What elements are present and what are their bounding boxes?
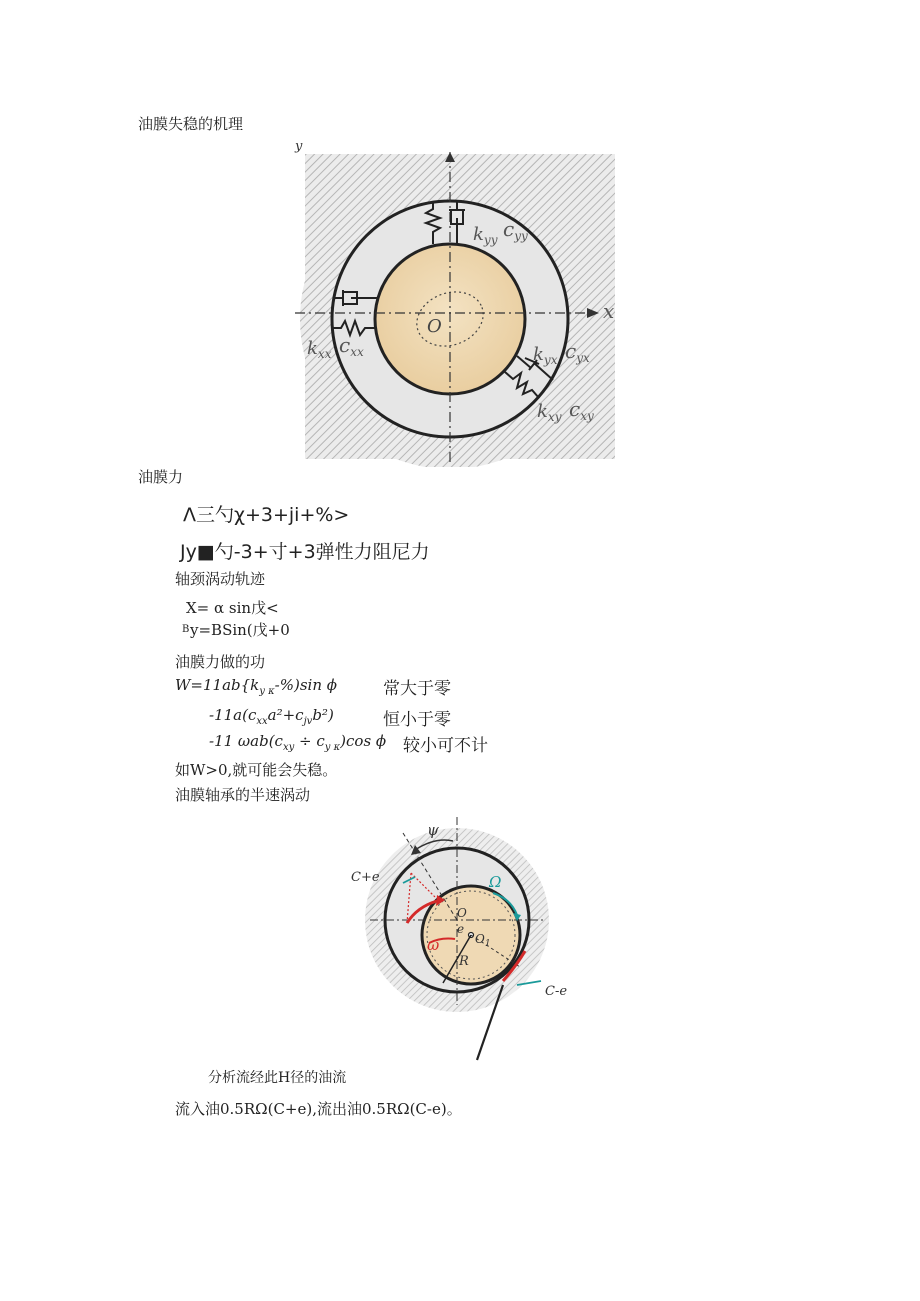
svg-text:cyx: $c_{yx}$	[565, 339, 590, 365]
conclusion: 如W>0,就可能会失稳。	[175, 761, 338, 779]
fig1-x-label: x	[603, 299, 615, 323]
equation-x: X= α sin戊<	[186, 599, 279, 617]
flow-text: 流入油0.5RΩ(C+e),流出油0.5RΩ(C-e)。	[175, 1100, 462, 1118]
svg-text:cxx: $c_{xx}$	[339, 333, 364, 359]
work-note-2: 恒小于零	[383, 710, 451, 730]
o-label: O	[457, 906, 467, 920]
half-speed-whirl-figure	[345, 815, 585, 1065]
fig1-y-label: y	[295, 139, 303, 154]
svg-text:O1: $O_1$	[475, 932, 491, 949]
work-note-3: 较小可不计	[403, 736, 488, 756]
svg-text:kxy: $k_{xy}$	[537, 401, 562, 424]
omega-label: ω	[427, 936, 440, 954]
c-minus-e-label: C-e	[545, 984, 568, 999]
equation-fx: Λ三勺χ+3+ji+%>	[183, 504, 350, 526]
svg-text:kxx: $k_{xx}$	[307, 338, 332, 361]
equation-y-prefix: B	[182, 624, 190, 635]
work-note-1: 常大于零	[383, 679, 451, 699]
caption-analysis: 分析流经此H径的油流	[208, 1070, 347, 1086]
heading-instability: 油膜失稳的机理	[138, 115, 244, 133]
work-line-2: $-11a(c_{xx}a^2+c_{jv}b^2)$	[209, 706, 334, 727]
work-line-3: -11 $\omega ab(c_{xy} \div c_{y \kappa})\cos$ ϕ	[209, 732, 387, 753]
label-orbit: 轴颈涡动轨迹	[175, 570, 266, 588]
c-plus-e-label: C+e	[351, 870, 380, 885]
psi-label: ψ	[427, 821, 439, 839]
svg-text:cxy: $c_{xy}$	[569, 397, 594, 423]
r-label: R	[459, 954, 469, 969]
equation-fy: Jy■勺-3+寸+3弹性力阻尼力	[180, 541, 430, 563]
heading-halfspeed: 油膜轴承的半速涡动	[175, 786, 311, 804]
e-label: e	[457, 922, 465, 936]
label-work: 油膜力做的功	[175, 653, 266, 671]
omega-cap-label: Ω	[489, 873, 502, 891]
work-line-1: $W=11ab\{k_{y \kappa}-\%)\sin$ ϕ	[175, 676, 337, 697]
equation-y: y=BSin(戊+0	[190, 621, 290, 639]
svg-text:kyx: $k_{yx}$	[533, 344, 558, 367]
fig1-center-label: O	[427, 316, 442, 337]
bearing-stiffness-figure	[285, 132, 630, 467]
svg-text:kyy: $k_{yy}$	[473, 224, 498, 247]
svg-text:cyy: $c_{yy}$	[503, 217, 528, 243]
heading-oilforce: 油膜力	[138, 468, 184, 486]
